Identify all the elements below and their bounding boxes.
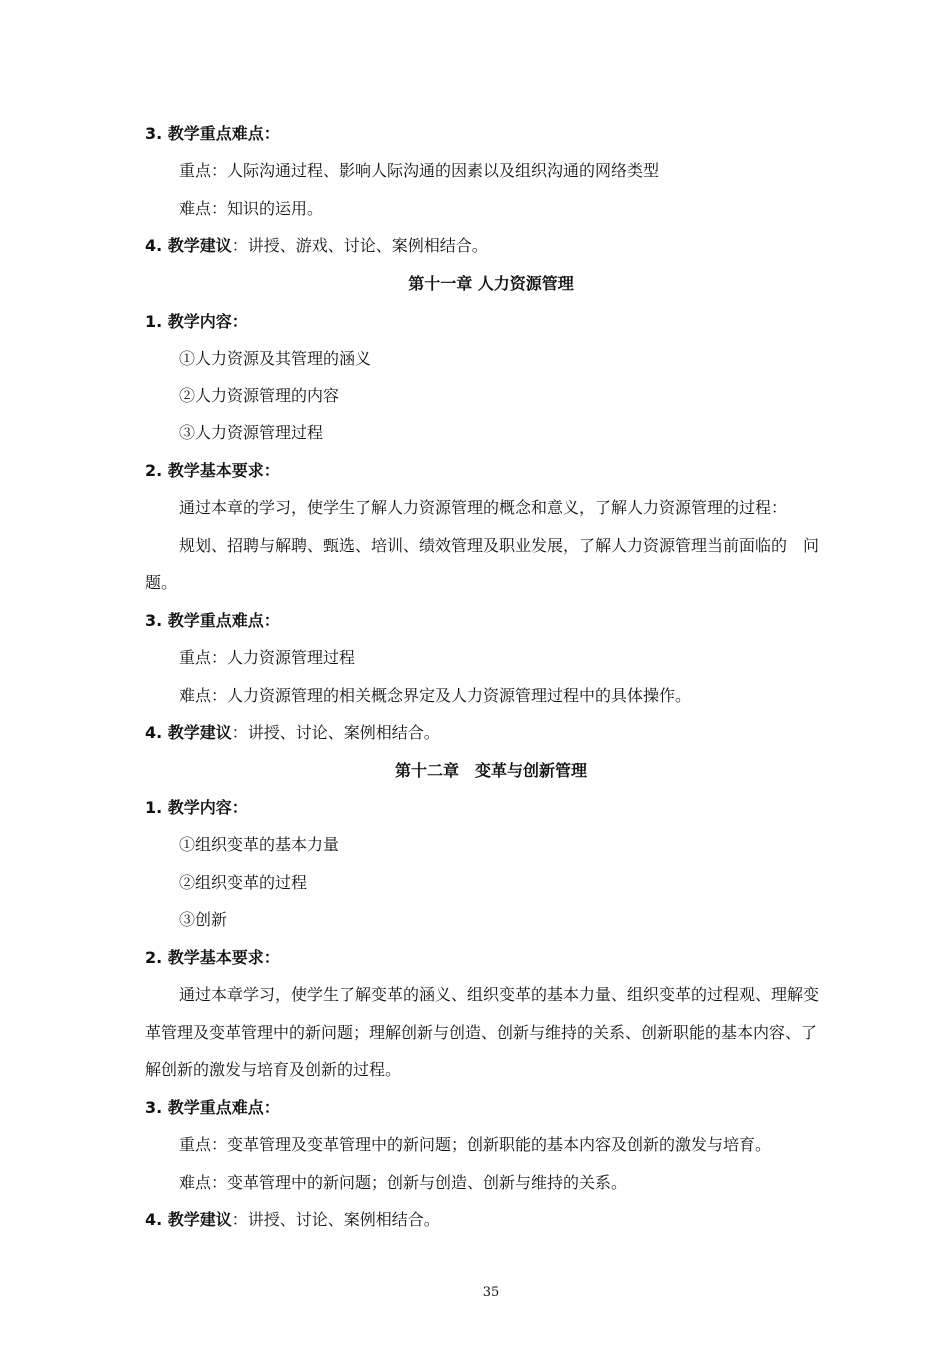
paragraph: 重点：变革管理及变革管理中的新问题；创新职能的基本内容及创新的激发与培育。: [179, 1135, 772, 1154]
suggestion-heading: 4. 教学建议: [145, 723, 232, 742]
section-heading: 2. 教学基本要求：: [145, 948, 280, 967]
page-number: 35: [482, 1285, 500, 1300]
paragraph: 通过本章学习，使学生了解变革的涵义、组织变革的基本力量、组织变革的过程观、理解变: [179, 985, 820, 1004]
suggestion-line: [145, 1208, 440, 1232]
chapter-title: 第十一章 人力资源管理: [408, 274, 574, 293]
paragraph: 难点：变革管理中的新问题；创新与创造、创新与维持的关系。: [179, 1173, 628, 1192]
paragraph: 规划、招聘与解聘、甄选、培训、绩效管理及职业发展，了解人力资源管理当前面临的 问: [179, 536, 820, 555]
suggestion-heading: 4. 教学建议: [145, 236, 232, 255]
list-item: ②组织变革的过程: [179, 873, 308, 892]
paragraph: 重点：人力资源管理过程: [179, 648, 356, 667]
list-item: ③人力资源管理过程: [179, 423, 324, 442]
section-heading: 1. 教学内容：: [145, 798, 248, 817]
suggestion-line: [145, 234, 488, 258]
section-heading: 3. 教学重点难点：: [145, 1098, 280, 1117]
section-heading: 3. 教学重点难点：: [145, 124, 280, 143]
paragraph: 通过本章的学习，使学生了解人力资源管理的概念和意义，了解人力资源管理的过程：: [179, 498, 788, 517]
paragraph: 解创新的激发与培育及创新的过程。: [145, 1060, 402, 1079]
suggestion-text: ：讲授、讨论、案例相结合。: [231, 1210, 440, 1229]
suggestion-heading: 4. 教学建议: [145, 1210, 232, 1229]
section-heading: 3. 教学重点难点：: [145, 611, 280, 630]
section-heading: 1. 教学内容：: [145, 312, 248, 331]
list-item: ①人力资源及其管理的涵义: [179, 349, 372, 368]
section-heading: 2. 教学基本要求：: [145, 461, 280, 480]
list-item: ①组织变革的基本力量: [179, 835, 340, 854]
chapter-title: 第十二章 变革与创新管理: [394, 761, 587, 780]
paragraph: 革管理及变革管理中的新问题；理解创新与创造、创新与维持的关系、创新职能的基本内容、了: [145, 1023, 818, 1042]
list-item: ③创新: [179, 910, 228, 929]
paragraph: 重点：人际沟通过程、影响人际沟通的因素以及组织沟通的网络类型: [179, 161, 660, 180]
paragraph: 题。: [145, 573, 178, 592]
suggestion-text: ：讲授、讨论、案例相结合。: [231, 723, 440, 742]
paragraph: 难点：知识的运用。: [179, 199, 324, 218]
suggestion-line: [145, 721, 440, 745]
suggestion-text: ：讲授、游戏、讨论、案例相结合。: [231, 236, 488, 255]
list-item: ②人力资源管理的内容: [179, 386, 340, 405]
paragraph: 难点：人力资源管理的相关概念界定及人力资源管理过程中的具体操作。: [179, 686, 692, 705]
